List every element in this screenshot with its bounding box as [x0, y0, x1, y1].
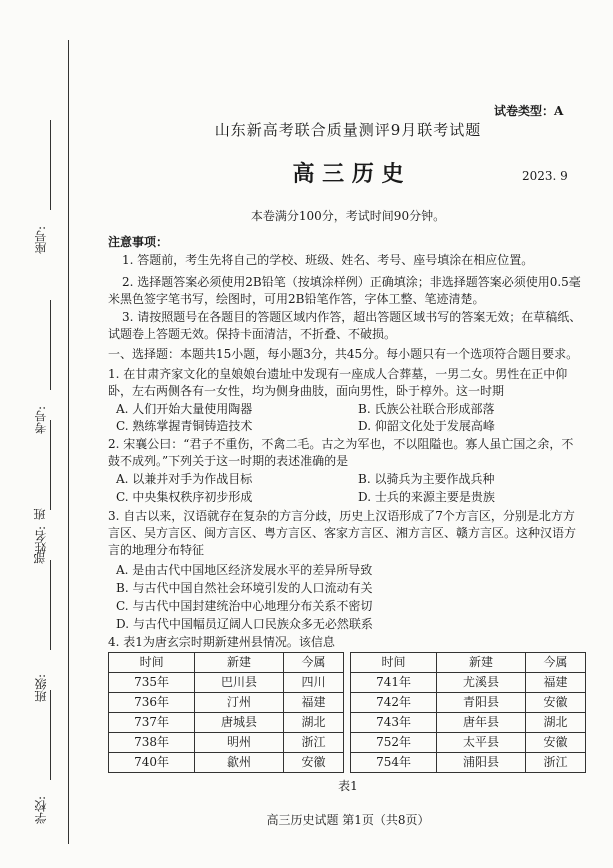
question-2-option-b: B. 以骑兵为主要作战兵种	[358, 472, 495, 486]
table-row	[109, 693, 586, 713]
subject-title: 高 三 历 史	[292, 161, 404, 187]
table-header-cell: 新建	[195, 653, 284, 673]
exam-number-field	[20, 300, 64, 434]
class-level-label: 班级:	[34, 673, 48, 702]
exam-title: 山东新高考联合质量测评9月联考试题	[214, 121, 482, 139]
question-4-stem: 4. 表1为唐玄宗时期新建州县情况。该信息	[108, 635, 335, 649]
seat-underline	[50, 120, 51, 210]
table-cell: 青阳县	[437, 693, 526, 713]
table-cell: 浦阳县	[437, 753, 526, 773]
seat-field	[20, 120, 64, 254]
table-cell: 741年	[350, 673, 436, 693]
table-cell: 743年	[350, 713, 436, 733]
question-1-option-a: A. 人们开始大量使用陶器	[116, 402, 253, 416]
table-cell: 浙江	[283, 733, 343, 753]
table-cell: 浙江	[525, 753, 585, 773]
question-2-option-c: C. 中央集权秩序初步形成	[116, 490, 253, 504]
name-underline	[50, 420, 51, 510]
question-3-option-a: A. 是由古代中国地区经济发展水平的差异所导致	[116, 563, 373, 577]
table-gap	[343, 693, 350, 713]
table-gap	[343, 673, 350, 693]
table-cell: 安徽	[525, 733, 585, 753]
table-header-cell: 新建	[437, 653, 526, 673]
school-underline	[50, 690, 51, 780]
page-footer: 高三历史试题 第1页（共8页）	[266, 813, 430, 827]
table-row	[109, 713, 586, 733]
table-1	[108, 652, 586, 773]
table-cell: 巴川县	[195, 673, 284, 693]
table-cell: 唐年县	[437, 713, 526, 733]
table-cell: 太平县	[437, 733, 526, 753]
question-3-option-d: D. 与古代中国幅员辽阔人口民族众多无必然联系	[116, 617, 373, 631]
question-2-stem: 2. 宋襄公曰：“君子不重伤，不禽二毛。古之为军也，不以阻隘也。寡人虽亡国之余，不鼓不成列。”下列关于这一时期的表述准确的是	[108, 437, 574, 468]
score-info: 本卷满分100分，考试时间90分钟。	[250, 209, 446, 223]
table-row	[109, 753, 586, 773]
table-gap	[343, 733, 350, 753]
table-cell: 汀州	[195, 693, 284, 713]
table-gap	[343, 713, 350, 733]
exam-date: 2023. 9	[522, 169, 568, 183]
table-cell: 735年	[109, 673, 195, 693]
table-row	[109, 673, 586, 693]
paper-type: 试卷类型：A	[494, 104, 564, 118]
table-cell: 740年	[109, 753, 195, 773]
table-cell: 754年	[350, 753, 436, 773]
table-cell: 736年	[109, 693, 195, 713]
binding-line	[68, 40, 69, 844]
table-cell: 742年	[350, 693, 436, 713]
table-cell: 唐城县	[195, 713, 284, 733]
table-cell: 737年	[109, 713, 195, 733]
note-2: 2. 选择题答案必须使用2B铅笔（按填涂样例）正确填涂；非选择题答案必须使用0.5毫米黑色签字笔书写，绘图时，可用2B铅笔作答，字体工整、笔迹清楚。	[108, 275, 581, 306]
table-cell: 尤溪县	[437, 673, 526, 693]
table-header-cell: 时间	[109, 653, 195, 673]
exam-number-underline	[50, 300, 51, 390]
table-header-cell: 今属	[525, 653, 585, 673]
table-cell: 湖北	[525, 713, 585, 733]
table-cell: 福建	[525, 673, 585, 693]
table-cell: 四川	[283, 673, 343, 693]
class-level-field	[20, 560, 64, 702]
name-label: 姓名:	[34, 525, 48, 554]
table-gap	[343, 653, 350, 673]
table-cell: 福建	[283, 693, 343, 713]
question-1-option-d: D. 仰韶文化处于发展高峰	[358, 419, 495, 433]
table-cell: 安徽	[525, 693, 585, 713]
exam-number-label: 考号:	[34, 405, 48, 434]
note-3: 3. 请按照题号在各题目的答题区域内作答，超出答题区域书写的答案无效；在草稿纸、试题卷上答题无效。保持卡面清洁，不折叠、不破损。	[108, 310, 582, 341]
question-2-option-a: A. 以兼并对手为作战目标	[116, 472, 253, 486]
question-1-stem: 1. 在甘肃齐家文化的皇娘娘台遗址中发现有一座成人合葬墓，一男二女。男性在正中仰卧，左右两侧各有一女性，均为侧身曲肢，面向男性，卧于椁外。这一时期	[108, 367, 568, 398]
table-cell: 安徽	[283, 753, 343, 773]
section-heading: 一、选择题：本题共15小题，每小题3分，共45分。每小题只有一个选项符合题目要求。	[108, 347, 579, 361]
table-cell: 738年	[109, 733, 195, 753]
table-cell: 歙州	[195, 753, 284, 773]
school-label: 学校:	[34, 795, 48, 824]
question-1-option-c: C. 熟练掌握青铜铸造技术	[116, 419, 253, 433]
table-header-row	[109, 653, 586, 673]
table-caption: 表1	[338, 779, 358, 793]
table-cell: 明州	[195, 733, 284, 753]
table-gap	[343, 753, 350, 773]
table-cell: 752年	[350, 733, 436, 753]
question-3-option-b: B. 与古代中国自然社会环境引发的人口流动有关	[116, 581, 373, 595]
grade-char: 部	[33, 552, 47, 564]
notes-heading: 注意事项：	[108, 235, 169, 249]
table-row	[109, 733, 586, 753]
table-header-cell: 今属	[283, 653, 343, 673]
class-level-underline	[50, 560, 51, 650]
seat-label: 座号:	[34, 225, 48, 254]
question-3-stem: 3. 自古以来，汉语就存在复杂的方言分歧，历史上汉语形成了7个方言区，分别是北方方言区、吴方言区、闽方言区、粤方言区、客家方言区、湘方言区、赣方言区。这种汉语方言的地理分布特征	[108, 509, 577, 557]
table-cell: 湖北	[283, 713, 343, 733]
note-1: 1. 答题前，考生先将自己的学校、班级、姓名、考号、座号填涂在相应位置。	[122, 253, 534, 267]
school-field	[20, 690, 64, 824]
name-field	[20, 420, 64, 554]
question-2-option-d: D. 士兵的来源主要是贵族	[358, 490, 495, 504]
table-header-cell: 时间	[350, 653, 436, 673]
question-3-option-c: C. 与古代中国封建统治中心地理分布关系不密切	[116, 599, 373, 613]
question-1-option-b: B. 氏族公社联合形成部落	[358, 402, 495, 416]
class-char: 班	[33, 508, 47, 520]
